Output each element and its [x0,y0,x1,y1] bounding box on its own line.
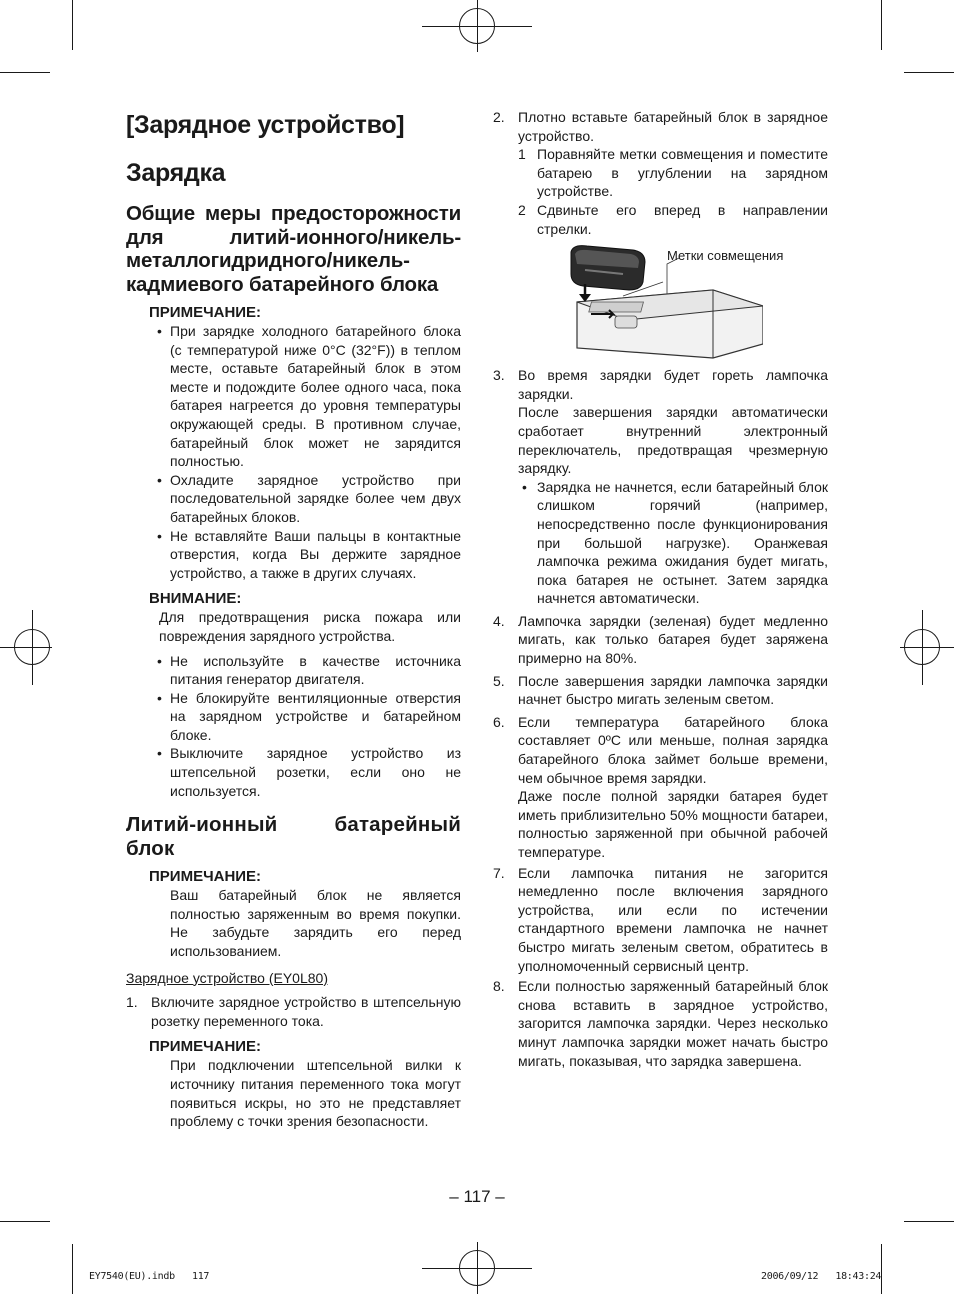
step-text: После завершения зарядки лампочка зарядки начнет быстро мигать зеленым светом. [518,672,828,708]
list-item [493,713,828,862]
step-text: Включите зарядное устройство в штепсельную розетку переменного тока. [151,994,461,1029]
list-item [518,145,828,201]
substep-text: Поравняйте метки совмещения и поместите батарею в углублении на зарядном устройстве. [537,146,828,200]
footer-timestamp: 2006/09/12 18:43:24 [761,1271,882,1282]
list-item: • Охладите зарядное устройство при последовательной зарядке более чем двух батарейных блоков. [126,471,461,527]
step-text: Если полностью заряженный батарейный блок снова вставить в зарядное устройство, загорится лампочка зарядки. Через несколько минут лампочка зарядки может начать быстро мигать, показывая, что зарядка завершена. [518,978,828,1069]
list-item: • Не вставляйте Ваши пальцы в контактные отверстия, когда Вы держите зарядное устройство, а также в других случаях. [126,527,461,583]
note-label: ПРИМЕЧАНИЕ: [149,868,262,886]
note-label: ПРИМЕЧАНИЕ: [149,304,262,321]
alignment-marks-label: Метки совмещения [667,248,784,264]
caution-list [126,652,461,801]
step-number: 4. [493,612,505,629]
step-list [126,993,461,1030]
step-number: 8. [493,978,505,995]
step-number: 7. [493,864,505,881]
list-item [518,201,828,238]
substep-text: Сдвиньте его вперед в направлении стрелки. [537,201,828,237]
list-item [493,612,828,668]
substep-number: 2 [518,201,526,218]
li-ion-heading: Литий-ионный батарейный блок [126,813,461,860]
list-item [493,366,828,608]
left-column [126,100,461,1131]
section-subtitle: Зарядка [126,159,226,187]
step-number: 5. [493,672,505,689]
charger-illustration [493,244,828,362]
list-item [493,977,828,1070]
note-list [126,322,461,582]
step-text: Если температура батарейного блока составляет 0ºC или меньше, полная зарядка батарейного блока займет больше времени, чем обычное время зарядки. [518,713,828,786]
substep-list [518,145,828,238]
note-text: Ваш батарейный блок не является полностью заряженным во время покупки. Не забудьте зарядить его перед использованием. [170,887,461,960]
list-item [493,672,828,709]
step-text: Плотно вставьте батарейный блок в зарядное устройство. [518,109,828,144]
general-precautions-heading: Общие меры предосторожности для литий-ионного/никель-металлогидридного/никель-кадмиевого батарейного блока [126,202,461,296]
list-item [493,864,828,976]
right-column [493,108,828,1070]
step-number: 2. [493,109,505,125]
note-label: ПРИМЕЧАНИЕ: [149,1038,262,1056]
note-text: При подключении штепсельной вилки к источнику питания переменного тока могут появиться искры, но это не представляет проблему с точки зрения безопасности. [170,1057,461,1130]
list-item [126,993,461,1030]
step-text: После завершения зарядки автоматически сработает внутренний электронный переключатель, предотвращая чрезмерную зарядку. [518,404,828,477]
step-text: Лампочка зарядки (зеленая) будет медленно мигать, как только батарея будет заряжена примерно на 80%. [518,612,828,667]
step-list [493,108,828,238]
charger-model-link: Зарядное устройство (EY0L80) [126,969,328,986]
step-text: Во время зарядки будет гореть лампочка зарядки. [518,367,828,402]
page-number: – 117 – [449,1187,505,1206]
step-text: Даже после полной зарядки батарея будет иметь приблизительно 50% мощности батареи, полностью заряженной при обычной рабочей температуре. [518,788,828,860]
step-bullets [518,478,828,608]
footer-file: EY7540(EU).indb 117 [89,1271,210,1282]
step-number: 6. [493,713,505,730]
section-title: [Зарядное устройство] [126,111,405,139]
list-item: • При зарядке холодного батарейного блока (с температурой ниже 0°C (32°F)) в теплом месте, оставьте батарейный блок в этом месте и подождите более одного часа, пока батарея нагреется до уровня температуры окружающей среды. В противном случае, батарейный блок может не зарядится полностью. [126,322,461,471]
list-item: • Не блокируйте вентиляционные отверстия на зарядном устройстве и батарейном блоке. [126,689,461,745]
step-list [493,366,828,1070]
step-number: 1. [126,994,138,1011]
caution-text: Для предотвращения риска пожара или повреждения зарядного устройства. [159,609,461,644]
list-item [493,108,828,238]
list-item: • Зарядка не начнется, если батарейный блок слишком горячий (например, непосредственно после функционирования при большой нагрузке). Оранжевая лампочка режима ожидания будет мигать, пока батарея не остынет. Затем зарядка начнется автоматически. [518,478,828,608]
list-item: • Не используйте в качестве источника питания генератор двигателя. [126,652,461,689]
caution-label: ВНИМАНИЕ: [149,590,242,608]
substep-number: 1 [518,146,526,163]
list-item: • Выключите зарядное устройство из штепсельной розетки, если оно не используется. [126,744,461,800]
step-number: 3. [493,367,505,384]
step-text: Если лампочка питания не загорится немедленно после включения зарядного устройства, или если по истечении стандартного времени лампочка не начнет быстро мигать зеленым светом, обратитесь в уполномоченный сервисный центр. [518,864,828,974]
